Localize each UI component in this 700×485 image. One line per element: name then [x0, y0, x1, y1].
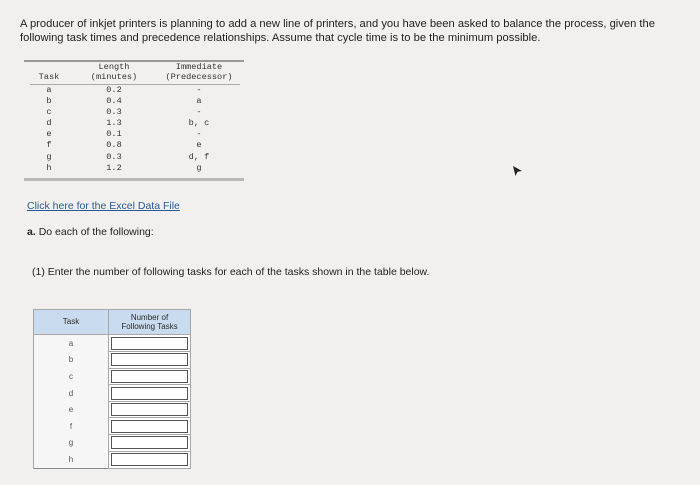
header-pred-line1: Immediate [175, 62, 223, 72]
following-tasks-input-g[interactable] [111, 436, 188, 449]
cell-length: 0.3 [106, 107, 122, 118]
data-rows [24, 85, 244, 174]
answer-task-label: d [34, 385, 109, 402]
cell-task: h [46, 162, 52, 173]
table-row [24, 163, 244, 174]
cell-length: 1.2 [106, 162, 122, 173]
answer-row [34, 335, 191, 352]
answer-row [34, 352, 191, 369]
cell-predecessor: e [196, 140, 202, 151]
header-length [84, 62, 144, 82]
table-row [24, 85, 244, 96]
cell-task: g [46, 151, 52, 162]
header-predecessor [156, 62, 242, 82]
following-tasks-input-c[interactable] [111, 370, 188, 383]
following-tasks-input-b[interactable] [111, 353, 188, 366]
table-row [24, 96, 244, 107]
cell-predecessor: g [196, 162, 202, 173]
following-tasks-input-f[interactable] [111, 420, 188, 433]
answer-row [34, 385, 191, 402]
header-length-line2: (minutes) [90, 72, 138, 82]
following-tasks-input-e[interactable] [111, 403, 188, 416]
table-row [24, 107, 244, 118]
answer-task-label: g [34, 435, 109, 452]
cell-task: b [46, 96, 52, 107]
cell-predecessor: - [196, 107, 202, 118]
cell-length: 0.8 [106, 140, 122, 151]
cell-predecessor: d, f [188, 151, 210, 162]
cell-length: 0.1 [106, 129, 122, 140]
part-a-text: Do each of the following: [38, 226, 154, 238]
cell-task: d [46, 118, 52, 129]
answer-header-count-line1: Number of [130, 312, 169, 322]
table-row [24, 152, 244, 163]
cell-task: c [46, 107, 52, 118]
cell-task: a [46, 85, 52, 95]
part-a-prompt [27, 226, 154, 238]
answer-task-label: a [34, 335, 109, 352]
question-intro: A producer of inkjet printers is planning to add a new line of printers, and you have been asked to balance the process, given the following task times and precedence relationships. Assume that cycle time is to be the minimum possible. [20, 18, 655, 44]
cell-predecessor: - [196, 85, 202, 95]
following-tasks-input-h[interactable] [111, 453, 188, 466]
header-pred-line2: (Predecessor) [165, 72, 233, 82]
cell-length: 0.2 [106, 85, 122, 95]
cell-length: 0.4 [106, 96, 122, 107]
table-row [24, 140, 244, 151]
mouse-pointer-icon [511, 165, 523, 177]
cell-length: 1.3 [106, 118, 122, 129]
answer-row [34, 435, 191, 452]
excel-data-link[interactable]: Click here for the Excel Data File [27, 200, 180, 212]
following-tasks-input-d[interactable] [111, 387, 188, 400]
table-bottom-rule [24, 178, 244, 181]
cell-predecessor: - [196, 129, 202, 140]
answer-task-label: e [34, 401, 109, 418]
answer-row [34, 401, 191, 418]
answer-header-row [34, 310, 191, 335]
header-length-line1: Length [98, 62, 130, 72]
cell-predecessor: a [196, 96, 202, 107]
following-tasks-input-a[interactable] [111, 337, 188, 350]
answer-task-label: h [34, 451, 109, 468]
answer-row [34, 451, 191, 468]
answer-header-count [109, 310, 191, 335]
answer-row [34, 418, 191, 435]
header-task: Task [38, 72, 60, 82]
answer-task-label: f [34, 418, 109, 435]
cell-task: e [46, 129, 52, 140]
cell-task: f [46, 140, 52, 151]
cell-predecessor: b, c [188, 118, 210, 129]
answer-row [34, 368, 191, 385]
part-a-label: a. [27, 226, 36, 238]
answer-task-label: b [34, 352, 109, 369]
answer-table [33, 309, 191, 469]
answer-header-count-line2: Following Tasks [121, 322, 178, 331]
answer-header-task: Task [34, 310, 109, 335]
table-row [24, 118, 244, 129]
cell-length: 0.3 [106, 151, 122, 162]
table-row [24, 129, 244, 140]
answer-task-label: c [34, 368, 109, 385]
instruction-text: (1) Enter the number of following tasks for each of the tasks shown in the table below. [32, 266, 430, 278]
